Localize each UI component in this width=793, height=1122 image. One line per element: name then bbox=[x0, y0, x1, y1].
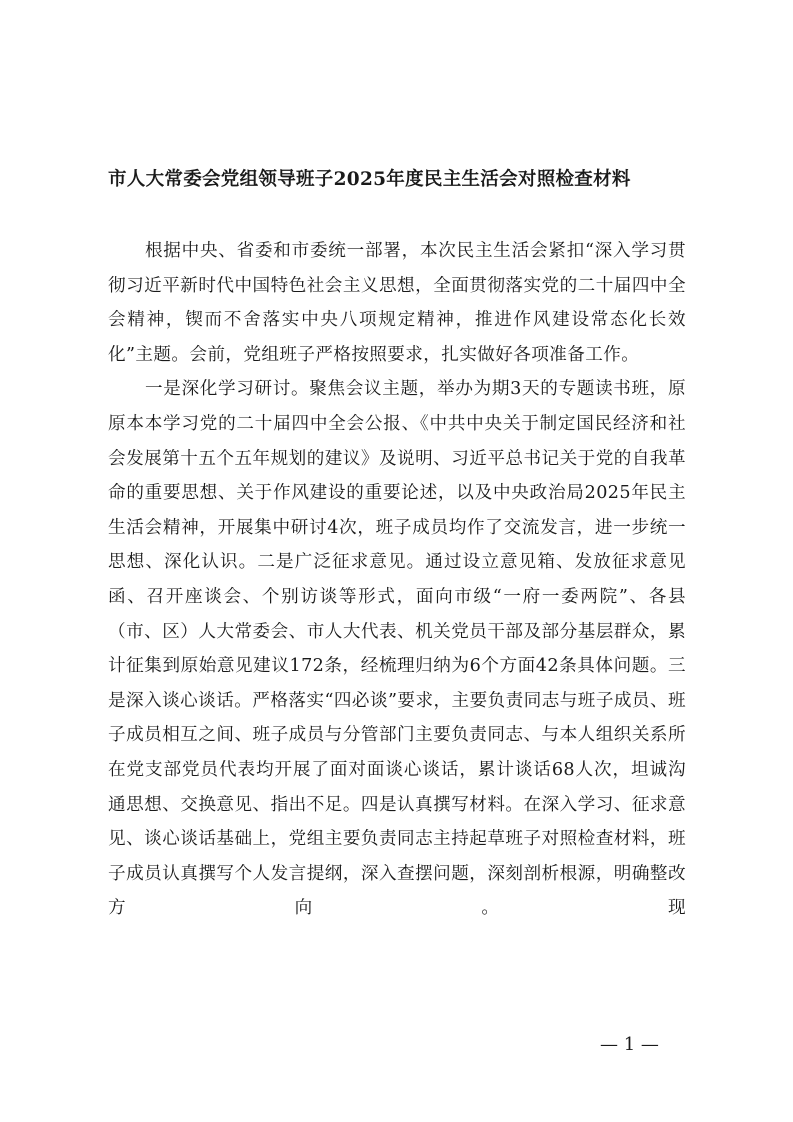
paragraph-intro: 根据中央、省委和市委统一部署，本次民主生活会紧扣“深入学习贯彻习近平新时代中国特色社会主义思想，全面贯彻落实党的二十届四中全会精神，锲而不舍落实中央八项规定精神，推进作风建设常态化长效化”主题。会前，党组班子严格按照要求，扎实做好各项准备工作。 bbox=[108, 241, 686, 365]
document-body bbox=[108, 234, 686, 926]
page-number: — 1 — bbox=[600, 1034, 659, 1055]
paragraph-preparation: 一是深化学习研讨。聚焦会议主题，举办为期3天的专题读书班，原原本本学习党的二十届四中全会公报、《中共中央关于制定国民经济和社会发展第十五个五年规划的建议》及说明、习近平总书记关于党的自我革命的重要思想、关于作风建设的重要论述，以及中央政治局2025年民主生活会精神，开展集中研讨4次，班子成员均作了交流发言，进一步统一思想、深化认识。二是广泛征求意见。通过设立意见箱、发放征求意见函、召开座谈会、个别访谈等形式，面向市级“一府一委两院”、各县（市、区）人大常委会、市人大代表、机关党员干部及部分基层群众，累计征集到原始意见建议172条，经梳理归纳为6个方面42条具体问题。三是深入谈心谈话。严格落实“四必谈”要求，主要负责同志与班子成员、班子成员相互之间、班子成员与分管部门主要负责同志、与本人组织关系所在党支部党员代表均开展了面对面谈心谈话，累计谈话68人次，坦诚沟通思想、交换意见、指出不足。四是认真撰写材料。在深入学习、征求意见、谈心谈话基础上，党组主要负责同志主持起草班子对照检查材料，班子成员认真撰写个人发言提纲，深入查摆问题，深刻剖析根源，明确整改方向。现 bbox=[108, 379, 686, 919]
document-title: 市人大常委会党组领导班子2025年度民主生活会对照检查材料 bbox=[108, 169, 631, 190]
